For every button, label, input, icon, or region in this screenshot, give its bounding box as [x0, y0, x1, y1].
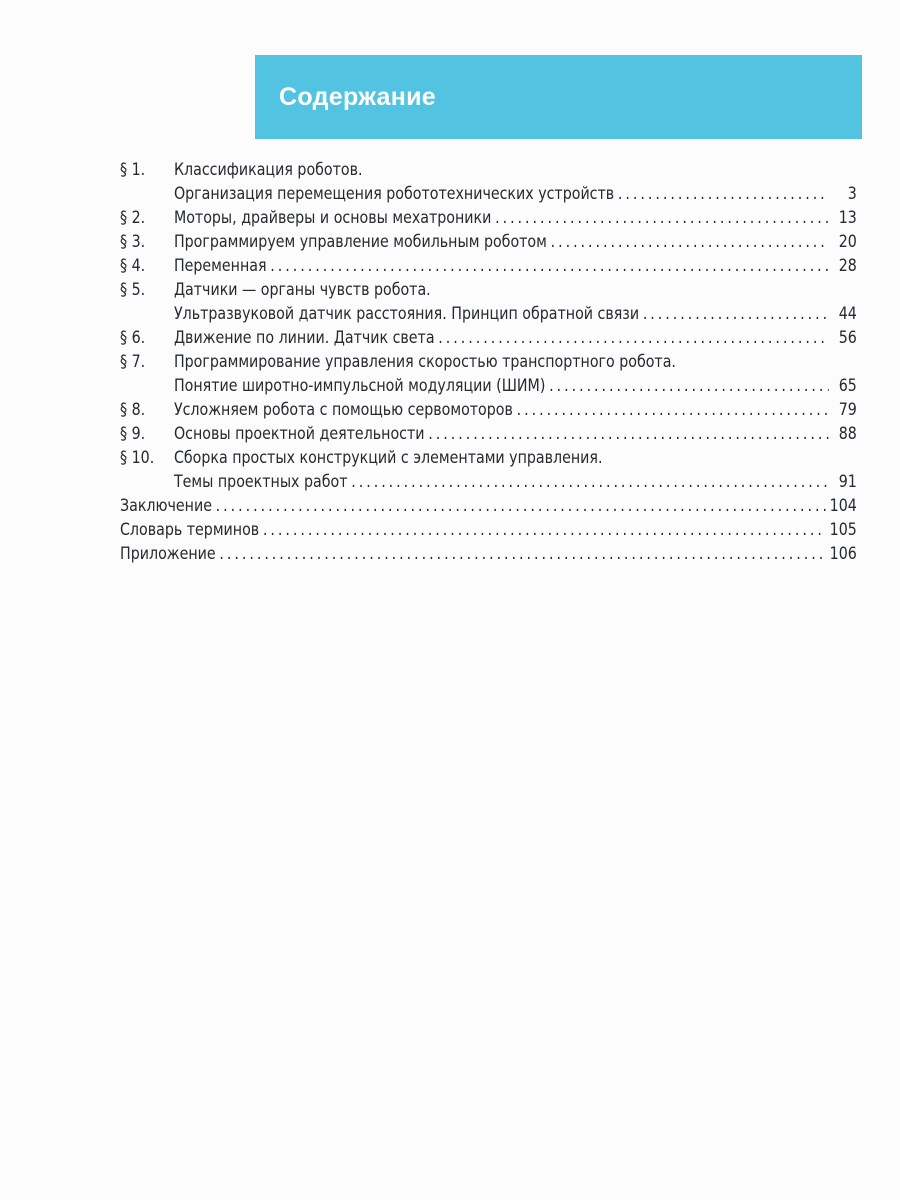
entry-title: Переменная	[173, 256, 267, 276]
toc-entry	[120, 518, 857, 542]
page-title: Содержание	[279, 83, 437, 111]
entry-title: Словарь терминов	[120, 520, 260, 540]
dot-leader	[517, 398, 829, 422]
dot-leader	[438, 326, 829, 350]
toc-entry	[120, 278, 857, 302]
toc-entry	[120, 206, 857, 230]
dot-leader	[216, 494, 826, 518]
toc-entry	[120, 158, 857, 182]
page-number: 88	[838, 424, 857, 444]
dot-leader	[219, 542, 826, 566]
section-number: § 8.	[120, 400, 146, 420]
entry-title: Заключение	[120, 496, 212, 516]
page-number: 65	[838, 376, 857, 396]
entry-title: Основы проектной деятельности	[173, 424, 425, 444]
section-number: § 7.	[120, 352, 146, 372]
section-number: § 5.	[120, 280, 146, 300]
entry-title: Усложняем робота с помощью сервомоторов	[173, 400, 513, 420]
entry-title: Ультразвуковой датчик расстояния. Принцип обратной связи	[173, 304, 640, 324]
page-number: 20	[838, 232, 857, 252]
page-number: 79	[838, 400, 857, 420]
toc-entry	[120, 446, 857, 470]
entry-title: Понятие широтно-импульсной модуляции (ШИМ)	[173, 376, 546, 396]
table-of-contents	[120, 158, 857, 566]
toc-entry	[120, 326, 857, 350]
page-number: 105	[829, 520, 857, 540]
dot-leader	[643, 302, 829, 326]
page-number: 3	[847, 184, 857, 204]
entry-title: Темы проектных работ	[173, 472, 348, 492]
entry-title: Сборка простых конструкций с элементами управления.	[173, 448, 603, 468]
dot-leader	[351, 470, 829, 494]
toc-entry	[120, 542, 857, 566]
entry-title: Организация перемещения робототехнических устройств	[173, 184, 615, 204]
page-number: 44	[838, 304, 857, 324]
toc-entry	[120, 254, 857, 278]
dot-leader	[495, 206, 829, 230]
entry-title: Датчики — органы чувств робота.	[173, 280, 431, 300]
entry-title: Программируем управление мобильным роботом	[173, 232, 547, 252]
page-number: 106	[829, 544, 857, 564]
dot-leader	[618, 182, 829, 206]
entry-title: Классификация роботов.	[173, 160, 363, 180]
entry-title: Программирование управления скоростью транспортного робота.	[173, 352, 676, 372]
toc-entry	[120, 302, 857, 326]
toc-entry	[120, 374, 857, 398]
dot-leader	[263, 518, 826, 542]
dot-leader	[270, 254, 829, 278]
section-number: § 1.	[120, 160, 146, 180]
page-number: 28	[838, 256, 857, 276]
section-number: § 4.	[120, 256, 146, 276]
toc-entry	[120, 182, 857, 206]
page-number: 13	[838, 208, 857, 228]
section-number: § 2.	[120, 208, 146, 228]
header-banner	[255, 55, 862, 139]
dot-leader	[428, 422, 829, 446]
page-number: 91	[838, 472, 857, 492]
toc-entry	[120, 422, 857, 446]
toc-entry	[120, 230, 857, 254]
toc-entry	[120, 350, 857, 374]
entry-title: Моторы, драйверы и основы мехатроники	[173, 208, 492, 228]
section-number: § 9.	[120, 424, 146, 444]
section-number: § 10.	[120, 448, 155, 468]
toc-entry	[120, 494, 857, 518]
page-number: 104	[829, 496, 857, 516]
dot-leader	[549, 374, 829, 398]
toc-entry	[120, 398, 857, 422]
section-number: § 3.	[120, 232, 146, 252]
page-number: 56	[838, 328, 857, 348]
entry-title: Движение по линии. Датчик света	[173, 328, 435, 348]
toc-entry	[120, 470, 857, 494]
section-number: § 6.	[120, 328, 146, 348]
entry-title: Приложение	[120, 544, 216, 564]
dot-leader	[551, 230, 829, 254]
